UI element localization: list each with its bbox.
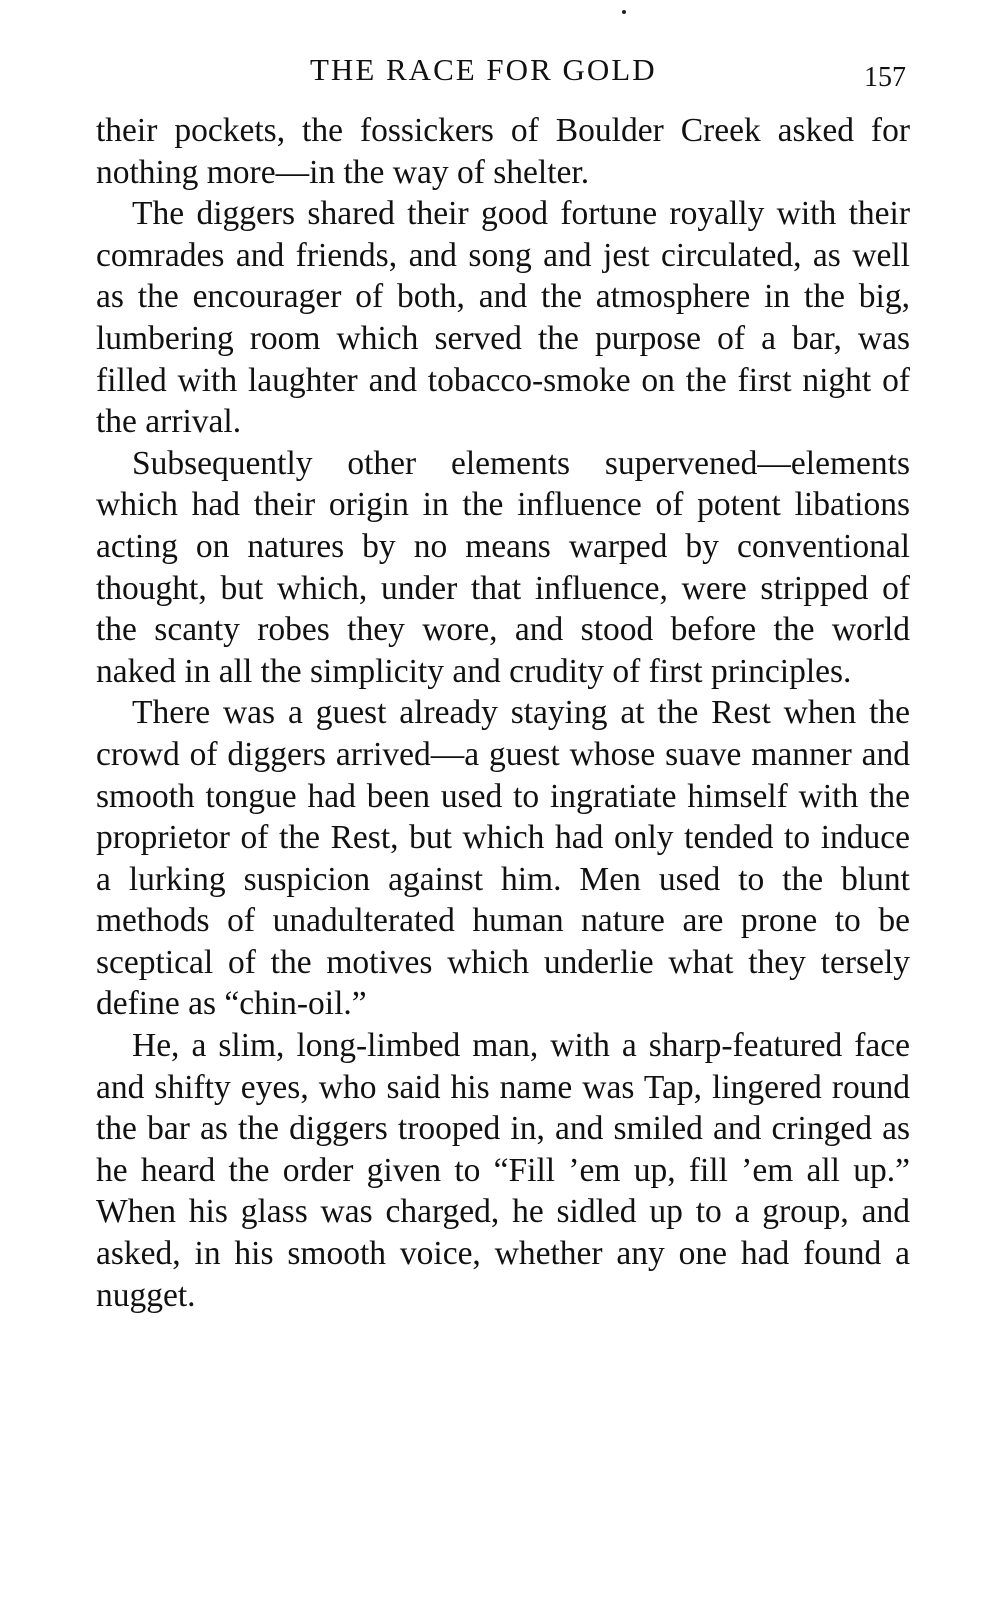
running-head bbox=[96, 50, 912, 94]
paragraph: He, a slim, long-limbed man, with a sharp-featured face and shifty eyes, who said his name was Tap, lingered round the bar as the diggers trooped in, and smiled and cringed as he heard the order given to “Fill ’em up, fill ’em all up.” When his glass was charged, he sidled up to a group, and asked, in his smooth voice, whether any one had found a nugget. bbox=[96, 1027, 910, 1314]
printer-speck bbox=[622, 10, 626, 14]
paragraph: Subsequently other elements supervened—elements which had their origin in the influence of potent libations acting on natures by no means warped by conventional thought, but which, under that influence, were stripped of the scanty robes they wore, and stood before the world naked in all the simplicity and crudity of first principles. bbox=[96, 444, 910, 690]
paragraph: The diggers shared their good fortune royally with their comrades and friends, and song and jest circulated, as well as the encourager of both, and the atmosphere in the big, lumbering room which served the purpose of a bar, was filled with laughter and tobacco-smoke on the first night of the arrival. bbox=[96, 195, 910, 441]
body-text bbox=[96, 110, 910, 1316]
running-title: THE RACE FOR GOLD bbox=[310, 52, 657, 87]
paragraph: There was a guest already staying at the Rest when the crowd of diggers arrived—a guest whose suave manner and smooth tongue had been used to ingratiate himself with the proprietor of the Rest, but which had only tended to induce a lurking suspicion against him. Men used to the blunt methods of unadulterated human nature are prone to be sceptical of the motives which underlie what they tersely define as “chin-oil.” bbox=[96, 694, 910, 1023]
page-number: 157 bbox=[864, 62, 906, 93]
paragraph-continued: their pockets, the fossickers of Boulder Creek asked for nothing more—in the way of shelter. bbox=[96, 112, 910, 191]
